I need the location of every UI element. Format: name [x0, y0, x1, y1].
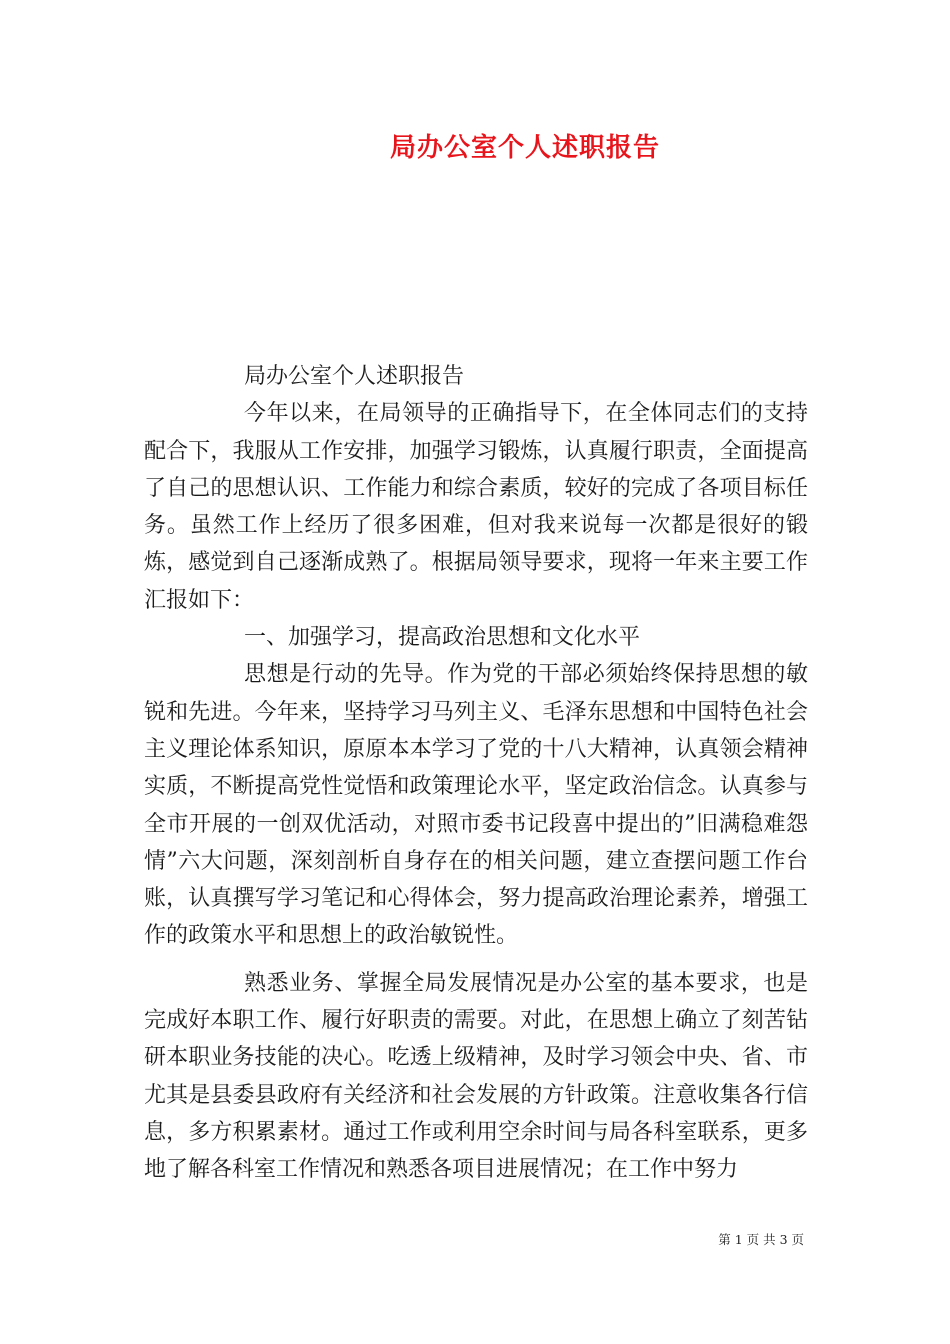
- section-1-paragraph-1: 思想是行动的先导。作为党的干部必须始终保持思想的敏锐和先进。今年来，坚持学习马列主义、毛泽东思想和中国特色社会主义理论体系知识，原原本本学习了党的十八大精神，认真领会精神实质，不断提高党性觉悟和政策理论水平，坚定政治信念。认真参与全市开展的一创双优活动，对照市委书记段喜中提出的”旧满稳难怨情”六大问题，深刻剖析自身存在的相关问题，建立查摆问题工作台账，认真撰写学习笔记和心得体会，努力提高政治理论素养，增强工作的政策水平和思想上的政治敏锐性。: [144, 662, 808, 949]
- document-header-title: 局办公室个人述职报告: [389, 133, 660, 163]
- section-heading-1: 一、加强学习，提高政治思想和文化水平: [244, 625, 641, 651]
- section-1-paragraph-2: 熟悉业务、掌握全局发展情况是办公室的基本要求，也是完成好本职工作、履行好职责的需要。对此，在思想上确立了刻苦钻研本职业务技能的决心。吃透上级精神，及时学习领会中央、省、市尤其是县委县政府有关经济和社会发展的方针政策。注意收集各行信息，多方积累素材。通过工作或利用空余时间与局各科室联系，更多地了解各科室工作情况和熟悉各项目进展情况；在工作中努力: [144, 970, 808, 1183]
- intro-paragraph: 今年以来，在局领导的正确指导下，在全体同志们的支持配合下，我服从工作安排，加强学习锻炼，认真履行职责，全面提高了自己的思想认识、工作能力和综合素质，较好的完成了各项目标任务。虽然工作上经历了很多困难，但对我来说每一次都是很好的锻炼，感觉到自己逐渐成熟了。根据局领导要求，现将一年来主要工作汇报如下：: [144, 401, 808, 613]
- body-title: 局办公室个人述职报告: [244, 364, 465, 389]
- document-body: [144, 358, 808, 1189]
- page-number-footer: 第 1 页 共 3 页: [718, 1232, 804, 1247]
